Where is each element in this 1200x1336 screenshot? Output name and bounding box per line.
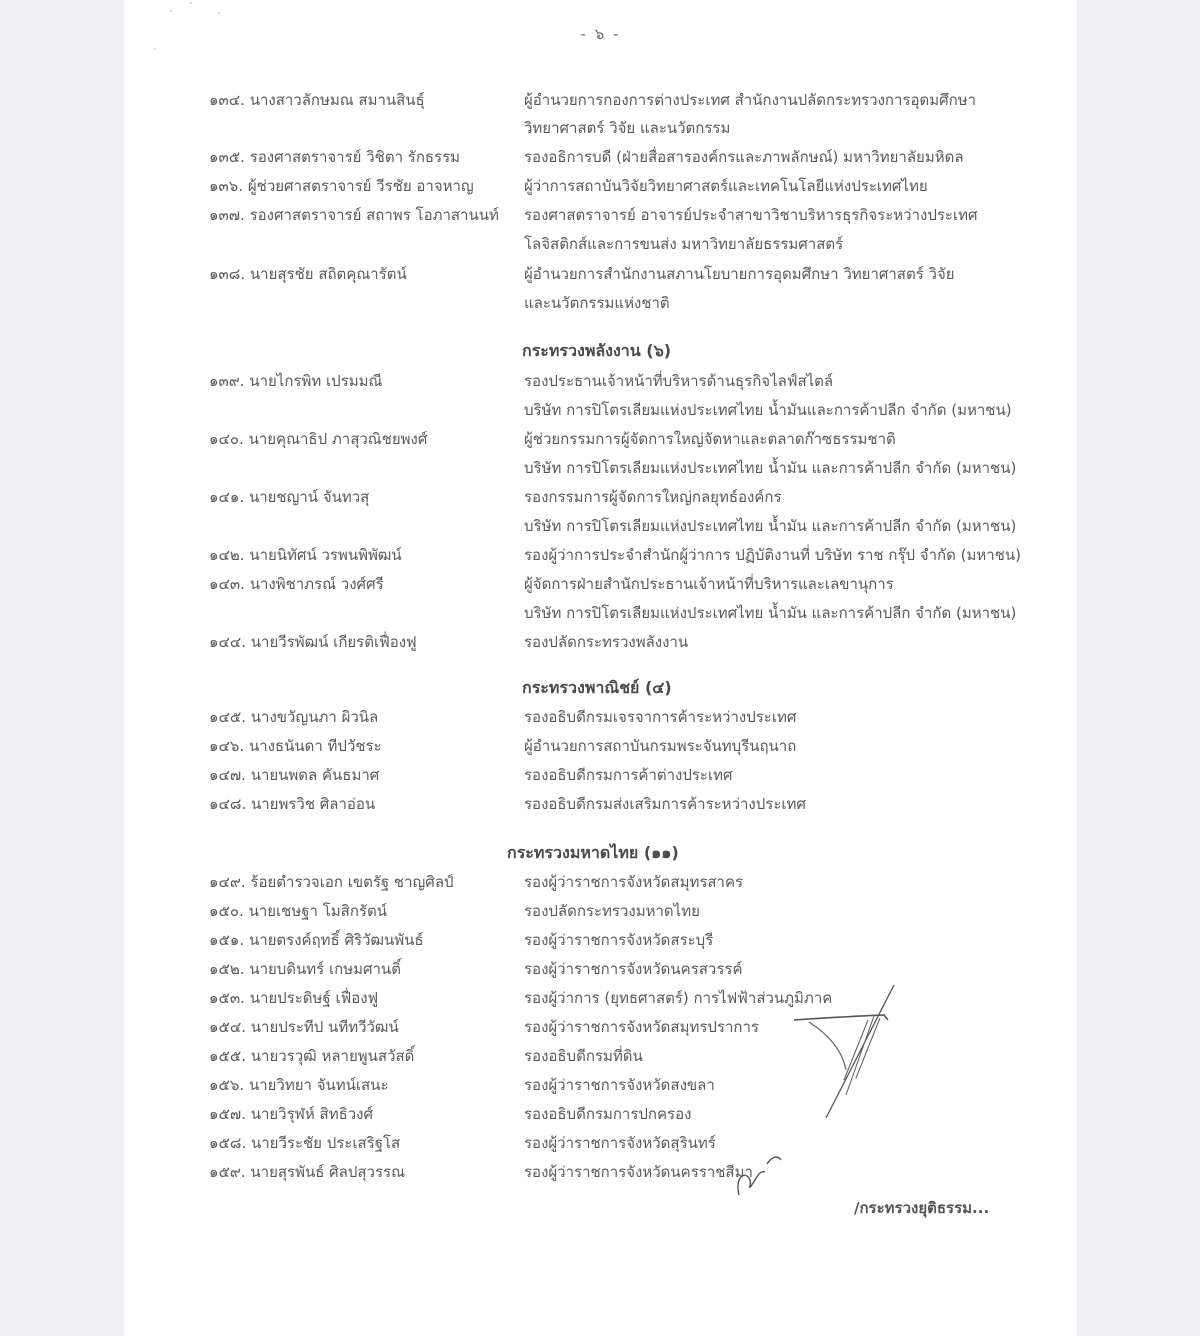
- entry-name: ๑๕๘. นายวีระชัย ประเสริฐโส: [209, 1134, 401, 1152]
- entry-name: ๑๔๖. นางธนันดา ทีปวัชระ: [209, 737, 382, 755]
- entry-name: ๑๔๕. นางขวัญนภา ผิวนิล: [209, 708, 379, 726]
- entry-position: ผู้ช่วยกรรมการผู้จัดการใหญ่จัดหาและตลาดก๊าซธรรมชาติ: [524, 430, 896, 448]
- scan-speck: [190, 2, 192, 4]
- entry-position: รองประธานเจ้าหน้าที่บริหารด้านธุรกิจไลฟ์สไตล์: [524, 372, 834, 390]
- entry-position: รองอธิบดีกรมที่ดิน: [524, 1047, 643, 1065]
- entry-position: รองผู้ว่าการประจำสำนักผู้ว่าการ ปฏิบัติงานที่ บริษัท ราช กรุ๊ป จำกัด (มหาชน): [524, 546, 1021, 564]
- entry-position: ผู้จัดการฝ่ายสำนักประธานเจ้าหน้าที่บริหารและเลขานุการ: [524, 575, 894, 593]
- signature-main-icon: [784, 980, 904, 1120]
- scan-speck: [154, 48, 156, 50]
- entry-name: ๑๕๒. นายบดินทร์ เกษมศานติ์: [209, 960, 401, 978]
- entry-position: รองอธิบดีกรมการค้าต่างประเทศ: [524, 766, 733, 784]
- entry-name: ๑๔๗. นายนพดล คันธมาศ: [209, 766, 380, 784]
- entry-name: ๑๔๙. ร้อยตำรวจเอก เขตรัฐ ชาญศิลป์: [209, 873, 454, 891]
- entry-name: ๑๕๕. นายวรวุฒิ หลายพูนสวัสดิ์: [209, 1047, 415, 1065]
- scan-speck: [170, 10, 172, 12]
- entry-name: ๑๔๔. นายวีรพัฒน์ เกียรติเฟื่องฟู: [209, 633, 417, 651]
- entry-name: ๑๔๓. นางพิชาภรณ์ วงศ์ศรี: [209, 575, 384, 593]
- entry-position: รองอธิบดีกรมส่งเสริมการค้าระหว่างประเทศ: [524, 795, 806, 813]
- entry-position: รองผู้ว่าราชการจังหวัดสงขลา: [524, 1076, 715, 1094]
- continuation-footer: /กระทรวงยุติธรรม...: [854, 1199, 990, 1217]
- entry-position: ผู้อำนวยการกองการต่างประเทศ สำนักงานปลัดกระทรวงการอุดมศึกษา: [524, 91, 977, 109]
- entry-position: รองกรรมการผู้จัดการใหญ่กลยุทธ์องค์กร: [524, 488, 782, 506]
- entry-position: รองผู้ว่าราชการจังหวัดสระบุรี: [524, 931, 714, 949]
- entry-position: โลจิสติกส์และการขนส่ง มหาวิทยาลัยธรรมศาสตร์: [524, 235, 844, 253]
- entry-position: รองอธิบดีกรมเจรจาการค้าระหว่างประเทศ: [524, 708, 797, 726]
- section-heading-commerce: กระทรวงพาณิชย์ (๔): [522, 678, 672, 697]
- entry-name: ๑๕๔. นายประทีป นทีทวีวัฒน์: [209, 1018, 399, 1036]
- entry-name: ๑๕๖. นายวิทยา จันทน์เสนะ: [209, 1076, 389, 1094]
- scan-speck: [218, 12, 220, 14]
- entry-position: รองผู้ว่าการ (ยุทธศาสตร์) การไฟฟ้าส่วนภูมิภาค: [524, 989, 833, 1007]
- entry-position: รองผู้ว่าราชการจังหวัดสมุทรสาคร: [524, 873, 744, 891]
- entry-name: ๑๕๑. นายตรงค์ฤทธิ์ ศิริวัฒนพันธ์: [209, 931, 424, 949]
- entry-name: ๑๔๑. นายชญาน์ จันทวสุ: [209, 488, 370, 506]
- entry-position: รองผู้ว่าราชการจังหวัดนครสวรรค์: [524, 960, 743, 978]
- entry-position: บริษัท การปิโตรเลียมแห่งประเทศไทย น้ำมัน และการค้าปลีก จำกัด (มหาชน): [524, 604, 1017, 622]
- entry-position: บริษัท การปิโตรเลียมแห่งประเทศไทย น้ำมัน และการค้าปลีก จำกัด (มหาชน): [524, 459, 1017, 477]
- entry-position: รองผู้ว่าราชการจังหวัดนครราชสีมา: [524, 1163, 753, 1181]
- signature-initials-icon: [729, 1140, 789, 1200]
- entry-name: ๑๔๐. นายคุณาธิป ภาสุวณิชยพงศ์: [209, 430, 428, 448]
- entry-name: ๑๓๖. ผู้ช่วยศาสตราจารย์ วีรชัย อาจหาญ: [209, 177, 474, 195]
- entry-position: รองผู้ว่าราชการจังหวัดสุรินทร์: [524, 1134, 716, 1152]
- entry-position: รองปลัดกระทรวงมหาดไทย: [524, 902, 700, 920]
- entry-name: ๑๕๗. นายวิรุฬห์ สิทธิวงศ์: [209, 1105, 374, 1123]
- entry-position: บริษัท การปิโตรเลียมแห่งประเทศไทย น้ำมันและการค้าปลีก จำกัด (มหาชน): [524, 401, 1012, 419]
- entry-position: และนวัตกรรมแห่งชาติ: [524, 294, 670, 312]
- entry-name: ๑๕๙. นายสุรพันธ์ ศิลปสุวรรณ: [209, 1163, 406, 1181]
- entry-name: ๑๕๓. นายประดิษฐ์ เฟื่องฟู: [209, 989, 379, 1007]
- entry-position: บริษัท การปิโตรเลียมแห่งประเทศไทย น้ำมัน และการค้าปลีก จำกัด (มหาชน): [524, 517, 1017, 535]
- entry-position: รองผู้ว่าราชการจังหวัดสมุทรปราการ: [524, 1018, 759, 1036]
- document-page: [124, 0, 1077, 1336]
- entry-position: ผู้อำนวยการสำนักงานสภานโยบายการอุดมศึกษา วิทยาศาสตร์ วิจัย: [524, 265, 955, 283]
- entry-name: ๑๔๒. นายนิทัศน์ วรพนพิพัฒน์: [209, 546, 402, 564]
- entry-position: รองอธิบดีกรมการปกครอง: [524, 1105, 692, 1123]
- entry-position: รองปลัดกระทรวงพลังงาน: [524, 633, 689, 651]
- entry-name: ๑๓๕. รองศาสตราจารย์ วิชิตา รักธรรม: [209, 148, 461, 166]
- entry-name: ๑๓๘. นายสุรชัย สถิตคุณารัตน์: [209, 265, 407, 283]
- entry-name: ๑๕๐. นายเชษฐา โมสิกรัตน์: [209, 902, 387, 920]
- section-heading-interior: กระทรวงมหาดไทย (๑๑): [507, 843, 679, 862]
- entry-name: ๑๔๘. นายพรวิช ศิลาอ่อน: [209, 795, 376, 813]
- entry-position: รองศาสตราจารย์ อาจารย์ประจำสาขาวิชาบริหารธุรกิจระหว่างประเทศ: [524, 206, 978, 224]
- entry-position: ผู้ว่าการสถาบันวิจัยวิทยาศาสตร์และเทคโนโลยีแห่งประเทศไทย: [524, 177, 928, 195]
- entry-position: รองอธิการบดี (ฝ่ายสื่อสารองค์กรและภาพลักษณ์) มหาวิทยาลัยมหิดล: [524, 148, 964, 166]
- entry-position: วิทยาศาสตร์ วิจัย และนวัตกรรม: [524, 119, 731, 137]
- entry-position: ผู้อำนวยการสถาบันกรมพระจันทบุรีนฤนาถ: [524, 737, 797, 755]
- section-heading-energy: กระทรวงพลังงาน (๖): [522, 341, 672, 360]
- entry-name: ๑๓๗. รองศาสตราจารย์ สถาพร โอภาสานนท์: [209, 206, 499, 224]
- entry-name: ๑๓๔. นางสาวลักษมณ สมานสินธุ์: [209, 91, 425, 109]
- page-number: - ๖ -: [580, 25, 621, 43]
- entry-name: ๑๓๙. นายไกรพิท เปรมมณี: [209, 372, 383, 390]
